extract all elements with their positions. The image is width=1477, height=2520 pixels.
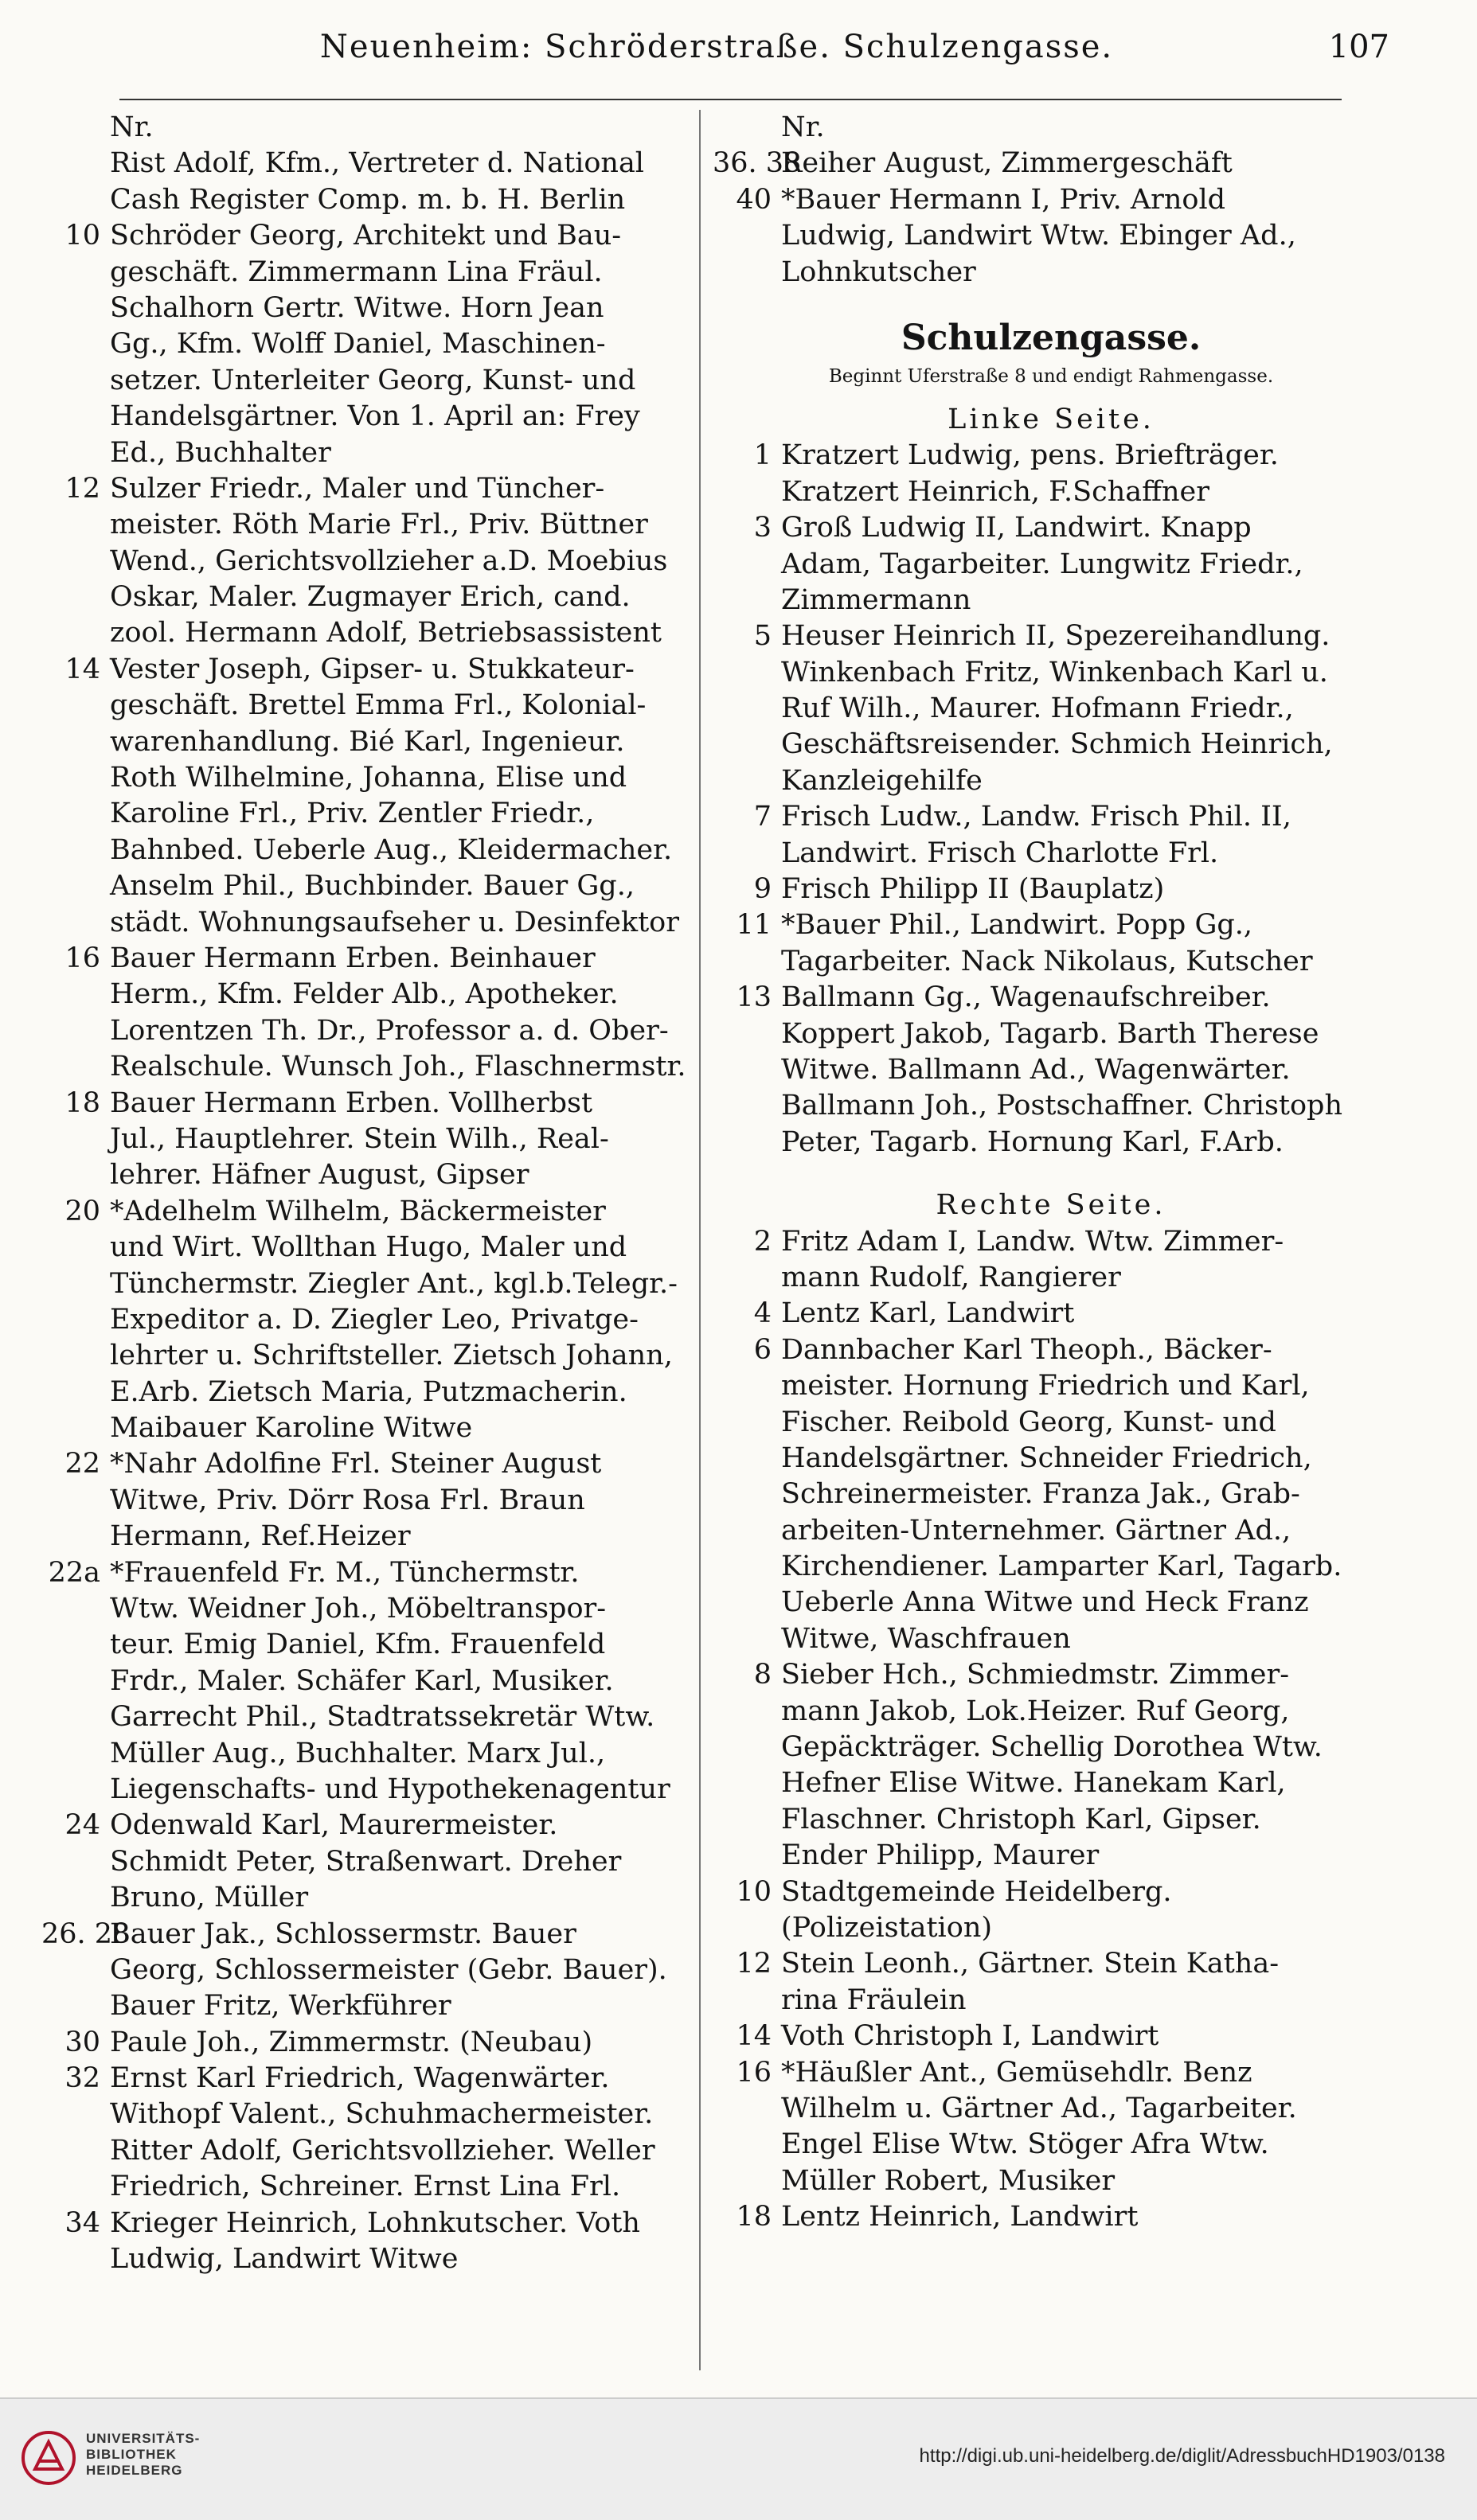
header-rule <box>119 99 1342 100</box>
entry-text: Bauer Hermann Erben. Beinhauer <box>110 942 596 974</box>
entry-text: Friedrich, Schreiner. Ernst Lina Frl. <box>110 2171 621 2203</box>
entry-line <box>713 1224 1389 1260</box>
entry-text: Ueberle Anna Witwe und Heck Franz <box>781 1586 1309 1619</box>
entry-text: und Wirt. Wollthan Hugo, Maler und <box>110 1231 627 1264</box>
entry-text: Landwirt. Frisch Charlotte Frl. <box>781 837 1219 869</box>
entry-text: E.Arb. Zietsch Maria, Putzmacherin. <box>110 1375 627 1408</box>
entry-line <box>713 547 1389 583</box>
house-number: 12 <box>736 1948 772 1980</box>
entry-text: rina Fräulein <box>781 1984 967 2016</box>
house-number: 5 <box>753 620 772 653</box>
entry-line <box>713 872 1389 907</box>
street-subtitle: Beginnt Uferstraße 8 und endigt Rahmengasse. <box>828 365 1274 387</box>
entry-line <box>41 1988 718 2024</box>
right-side-heading: Rechte Seite. <box>936 1189 1166 1222</box>
entry-line <box>41 688 718 724</box>
right-top-entries <box>713 110 1389 291</box>
house-number: 16 <box>64 942 100 974</box>
entry-line <box>41 2097 718 2132</box>
entry-line <box>41 326 718 362</box>
entry-text: Georg, Schlossermeister (Gebr. Bauer). <box>110 1953 667 1986</box>
house-number: 16 <box>736 2056 772 2089</box>
entry-text: *Bauer Hermann I, Priv. Arnold <box>781 183 1226 216</box>
entry-line <box>41 615 718 651</box>
entry-line <box>41 544 718 579</box>
entry-text: Koppert Jakob, Tagarb. Barth Therese <box>781 1017 1319 1050</box>
house-number: 18 <box>736 2201 772 2233</box>
entry-text: Wtw. Weidner Joh., Möbeltranspor- <box>110 1593 607 1625</box>
entry-line <box>41 1808 718 1843</box>
entry-line <box>41 110 718 146</box>
entry-line <box>41 833 718 868</box>
house-number: 20 <box>64 1195 100 1227</box>
entry-text: geschäft. Brettel Emma Frl., Kolonial- <box>110 689 647 722</box>
entry-line <box>713 1052 1389 1088</box>
entry-line <box>713 218 1389 254</box>
entry-line <box>41 1483 718 1519</box>
entry-text: Winkenbach Fritz, Winkenbach Karl u. <box>781 656 1328 689</box>
entry-text: (Polizeistation) <box>781 1911 993 1944</box>
entry-text: Lorentzen Th. Dr., Professor a. d. Ober- <box>110 1014 669 1047</box>
entry-line <box>41 435 718 471</box>
column-divider <box>699 110 701 2370</box>
entry-line <box>41 2169 718 2205</box>
entry-line <box>41 1302 718 1338</box>
entry-line <box>713 182 1389 218</box>
entry-line <box>713 2019 1389 2054</box>
entry-line <box>41 652 718 688</box>
entry-text: Ruf Wilh., Maurer. Hofmann Friedr., <box>781 692 1294 725</box>
entry-line <box>41 291 718 326</box>
entry-text: mann Jakob, Lok.Heizer. Ruf Georg, <box>781 1695 1290 1727</box>
entry-text: Witwe, Waschfrauen <box>781 1622 1071 1655</box>
source-url[interactable]: http://digi.ub.uni-heidelberg.de/diglit/AdressbuchHD1903/0138 <box>919 2445 1445 2467</box>
entry-text: Gepäckträger. Schellig Dorothea Wtw. <box>781 1731 1323 1764</box>
page-header <box>0 29 1477 76</box>
entry-line <box>713 1585 1389 1621</box>
entry-text: Kratzert Heinrich, F.Schaffner <box>781 475 1209 508</box>
house-number: 26. 28 <box>41 1917 131 1950</box>
entry-text: Karoline Frl., Priv. Zentler Friedr., <box>110 798 595 830</box>
entry-line <box>713 1296 1389 1332</box>
house-number: 7 <box>753 801 772 833</box>
entry-line <box>41 1519 718 1555</box>
entry-line <box>41 255 718 291</box>
entry-text: *Häußler Ant., Gemüsehdlr. Benz <box>781 2056 1252 2089</box>
entry-text: Zimmermann <box>781 583 971 616</box>
entry-text: Handelsgärtner. Von 1. April an: Frey <box>110 400 640 433</box>
entry-text: Kratzert Ludwig, pens. Briefträger. <box>781 439 1279 472</box>
entry-text: Maibauer Karoline Witwe <box>110 1412 473 1445</box>
entry-text: Lohnkutscher <box>781 256 976 288</box>
entry-line <box>41 2241 718 2277</box>
house-number: 22a <box>48 1556 100 1589</box>
entry-line <box>41 760 718 796</box>
entry-line <box>41 2061 718 2097</box>
entry-text: *Frauenfeld Fr. M., Tünchermstr. <box>110 1556 580 1589</box>
entry-text: meister. Hornung Friedrich und Karl, <box>781 1370 1310 1402</box>
entry-text: Wend., Gerichtsvollzieher a.D. Moebius <box>110 544 668 577</box>
house-number: 34 <box>64 2206 100 2239</box>
entry-line <box>41 1230 718 1266</box>
entry-line <box>713 655 1389 691</box>
entry-text: Paule Joh., Zimmermstr. (Neubau) <box>110 2026 593 2058</box>
entry-text: Ender Philipp, Maurer <box>781 1839 1100 1872</box>
entry-line <box>713 799 1389 835</box>
entry-line <box>41 1627 718 1663</box>
entry-text: Ballmann Gg., Wagenaufschreiber. <box>781 981 1271 1014</box>
entry-text: Witwe. Ballmann Ad., Wagenwärter. <box>781 1053 1291 1086</box>
entry-line <box>41 1736 718 1772</box>
house-number: 2 <box>753 1225 772 1258</box>
entry-text: Heuser Heinrich II, Spezereihandlung. <box>781 620 1330 653</box>
house-number: 6 <box>753 1333 772 1366</box>
entry-text: warenhandlung. Bié Karl, Ingenieur. <box>110 725 625 758</box>
left-side-heading: Linke Seite. <box>948 403 1155 435</box>
left-column <box>41 110 718 2277</box>
entry-text: Reiher August, Zimmergeschäft <box>781 147 1233 180</box>
entry-line <box>713 1477 1389 1512</box>
entry-text: lehrer. Häfner August, Gipser <box>110 1159 529 1192</box>
entry-line <box>713 980 1389 1016</box>
entry-text: städt. Wohnungsaufseher u. Desinfektor <box>110 906 679 938</box>
entry-text: Jul., Hauptlehrer. Stein Wilh., Real- <box>110 1122 609 1155</box>
entry-line <box>713 1983 1389 2019</box>
entry-line <box>713 1332 1389 1368</box>
entry-text: Odenwald Karl, Maurermeister. <box>110 1809 558 1842</box>
entry-line <box>713 1838 1389 1874</box>
entry-text: Ludwig, Landwirt Witwe <box>110 2243 459 2276</box>
entry-line <box>713 438 1389 474</box>
entry-line <box>713 1125 1389 1161</box>
entry-text: Adam, Tagarbeiter. Lungwitz Friedr., <box>781 548 1303 580</box>
entry-text: Schreinermeister. Franza Jak., Grab- <box>781 1478 1300 1511</box>
entry-line <box>713 1016 1389 1052</box>
university-seal-icon <box>21 2429 76 2487</box>
entry-line <box>713 583 1389 618</box>
entry-text: Frisch Ludw., Landw. Frisch Phil. II, <box>781 801 1291 833</box>
entry-line <box>41 724 718 760</box>
entry-line <box>41 1194 718 1230</box>
library-logo-text: UNIVERSITÄTS- BIBLIOTHEK HEIDELBERG <box>86 2431 201 2478</box>
entry-text: Groß Ludwig II, Landwirt. Knapp <box>781 512 1252 544</box>
street-heading: Schulzengasse. <box>901 317 1202 358</box>
entry-text: Hermann, Ref.Heizer <box>110 1520 411 1553</box>
entry-line <box>41 182 718 218</box>
entry-text: Tünchermstr. Ziegler Ant., kgl.b.Telegr.- <box>110 1267 678 1300</box>
house-number: 13 <box>736 981 772 1014</box>
entry-line <box>713 2163 1389 2199</box>
entry-text: Vester Joseph, Gipser- u. Stukkateur- <box>110 653 635 685</box>
entry-text: Müller Aug., Buchhalter. Marx Jul., <box>110 1737 606 1769</box>
entry-line <box>41 218 718 254</box>
entry-line <box>41 507 718 543</box>
entry-text: *Adelhelm Wilhelm, Bäckermeister <box>110 1195 606 1227</box>
entry-line <box>713 1368 1389 1404</box>
entry-text: mann Rudolf, Rangierer <box>781 1261 1121 1293</box>
entry-text: Dannbacher Karl Theoph., Bäcker- <box>781 1333 1272 1366</box>
entry-text: Garrecht Phil., Stadtratssekretär Wtw. <box>110 1701 655 1734</box>
entry-line <box>41 471 718 507</box>
entry-line <box>713 1874 1389 1910</box>
entry-text: Gg., Kfm. Wolff Daniel, Maschinen- <box>110 328 606 361</box>
house-number: 36. 38 <box>713 147 802 180</box>
entry-line <box>41 1880 718 1916</box>
entry-text: Nr. <box>781 111 825 143</box>
entry-line <box>713 1730 1389 1765</box>
house-number: 14 <box>736 2020 772 2053</box>
entry-line <box>41 1699 718 1735</box>
entry-text: Oskar, Maler. Zugmayer Erich, cand. <box>110 581 631 614</box>
entry-line <box>41 146 718 181</box>
running-title: Neuenheim: Schröderstraße. Schulzengasse. <box>319 29 1114 65</box>
entry-text: Lentz Heinrich, Landwirt <box>781 2201 1139 2233</box>
entry-text: Kanzleigehilfe <box>781 764 983 797</box>
entry-text: Geschäftsreisender. Schmich Heinrich, <box>781 728 1333 761</box>
entry-text: Krieger Heinrich, Lohnkutscher. Voth <box>110 2206 640 2239</box>
entry-line <box>41 399 718 435</box>
entry-text: Bauer Jak., Schlossermstr. Bauer <box>110 1917 576 1950</box>
entry-line <box>713 1694 1389 1730</box>
house-number: 8 <box>753 1659 772 1691</box>
entry-line <box>713 2091 1389 2127</box>
entry-text: Bauer Fritz, Werkführer <box>110 1990 451 2023</box>
footer-bar <box>0 2397 1477 2520</box>
entry-line <box>41 1591 718 1627</box>
right-side-entries <box>713 1224 1389 2236</box>
entry-line <box>41 796 718 832</box>
entry-text: Kirchendiener. Lamparter Karl, Tagarb. <box>781 1551 1342 1583</box>
entry-text: Bahnbed. Ueberle Aug., Kleidermacher. <box>110 833 673 866</box>
entry-line <box>713 110 1389 146</box>
entry-text: Herm., Kfm. Felder Alb., Apotheker. <box>110 978 619 1011</box>
entry-line <box>713 2127 1389 2163</box>
entry-line <box>713 1765 1389 1801</box>
house-number: 40 <box>736 183 772 216</box>
entry-text: Ed., Buchhalter <box>110 436 331 469</box>
entry-text: Engel Elise Wtw. Stöger Afra Wtw. <box>781 2128 1269 2161</box>
entry-line <box>41 2206 718 2241</box>
entry-line <box>41 1917 718 1952</box>
entry-line <box>713 1621 1389 1657</box>
entry-line <box>41 905 718 941</box>
entry-text: Withopf Valent., Schuhmachermeister. <box>110 2098 654 2131</box>
entry-line <box>713 763 1389 799</box>
entry-line <box>713 510 1389 546</box>
entry-line <box>41 1266 718 1302</box>
entry-line <box>41 1338 718 1374</box>
entry-text: teur. Emig Daniel, Kfm. Frauenfeld <box>110 1629 606 1661</box>
entry-text: Müller Robert, Musiker <box>781 2164 1116 2197</box>
entry-line <box>41 1375 718 1410</box>
entry-text: *Bauer Phil., Landwirt. Popp Gg., <box>781 909 1253 942</box>
entry-line <box>41 1664 718 1699</box>
entry-line <box>713 1657 1389 1693</box>
entry-text: Liegenschafts- und Hypothekenagentur <box>110 1773 670 1805</box>
entry-text: *Nahr Adolfine Frl. Steiner August <box>110 1448 602 1480</box>
entry-text: arbeiten-Unternehmer. Gärtner Ad., <box>781 1514 1291 1547</box>
entry-text: Frdr., Maler. Schäfer Karl, Musiker. <box>110 1664 614 1697</box>
entry-line <box>713 2055 1389 2091</box>
entry-text: Ludwig, Landwirt Wtw. Ebinger Ad., <box>781 220 1296 252</box>
house-number: 9 <box>753 873 772 906</box>
entry-line <box>41 363 718 399</box>
entry-line <box>713 691 1389 727</box>
entry-line <box>41 579 718 615</box>
entry-text: setzer. Unterleiter Georg, Kunst- und <box>110 364 636 396</box>
entry-text: Sulzer Friedr., Maler und Tüncher- <box>110 472 605 505</box>
entry-line <box>713 1946 1389 1982</box>
entry-text: Cash Register Comp. m. b. H. Berlin <box>110 183 626 216</box>
entry-line <box>713 2199 1389 2235</box>
entry-text: Realschule. Wunsch Joh., Flaschnermstr. <box>110 1051 686 1083</box>
entry-text: geschäft. Zimmermann Lina Fräul. <box>110 256 603 288</box>
entry-line <box>713 1441 1389 1477</box>
entry-text: Fritz Adam I, Landw. Wtw. Zimmer- <box>781 1225 1284 1258</box>
entry-text: Expeditor a. D. Ziegler Leo, Privatge- <box>110 1303 639 1336</box>
entry-line <box>713 255 1389 291</box>
entry-line <box>713 1405 1389 1441</box>
entry-line <box>41 1049 718 1085</box>
entry-text: Peter, Tagarb. Hornung Karl, F.Arb. <box>781 1125 1284 1158</box>
entry-text: Witwe, Priv. Dörr Rosa Frl. Braun <box>110 1484 585 1516</box>
house-number: 11 <box>736 909 772 942</box>
entry-text: Schröder Georg, Architekt und Bau- <box>110 220 622 252</box>
entry-line <box>41 868 718 904</box>
entry-text: Bauer Hermann Erben. Vollherbst <box>110 1086 593 1119</box>
entry-text: Lentz Karl, Landwirt <box>781 1297 1075 1330</box>
entry-text: Ernst Karl Friedrich, Wagenwärter. <box>110 2062 610 2095</box>
entry-text: Rist Adolf, Kfm., Vertreter d. National <box>110 147 644 180</box>
entry-text: Sieber Hch., Schmiedmstr. Zimmer- <box>781 1659 1290 1691</box>
entry-text: Nr. <box>110 111 154 143</box>
entry-text: Roth Wilhelmine, Johanna, Elise und <box>110 762 627 794</box>
entry-text: lehrter u. Schriftsteller. Zietsch Johann, <box>110 1340 673 1372</box>
entry-text: meister. Röth Marie Frl., Priv. Büttner <box>110 509 648 541</box>
entry-line <box>41 1122 718 1157</box>
entry-line <box>713 1088 1389 1124</box>
entry-text: Flaschner. Christoph Karl, Gipser. <box>781 1803 1261 1835</box>
house-number: 3 <box>753 512 772 544</box>
entry-line <box>41 1446 718 1482</box>
entry-line <box>713 1260 1389 1296</box>
entry-text: Tagarbeiter. Nack Nikolaus, Kutscher <box>781 945 1313 977</box>
house-number: 32 <box>64 2062 100 2095</box>
entry-text: Stein Leonh., Gärtner. Stein Katha- <box>781 1948 1280 1980</box>
entry-line <box>713 1549 1389 1585</box>
entry-line <box>713 836 1389 872</box>
entry-text: Wilhelm u. Gärtner Ad., Tagarbeiter. <box>781 2092 1297 2124</box>
entry-text: Bruno, Müller <box>110 1882 309 1914</box>
entry-line <box>41 1013 718 1049</box>
entry-line <box>713 146 1389 181</box>
entry-line <box>713 907 1389 943</box>
entry-line <box>41 1086 718 1122</box>
house-number: 1 <box>753 439 772 472</box>
page-number: 107 <box>1328 29 1389 65</box>
house-number: 24 <box>64 1809 100 1842</box>
house-number: 10 <box>736 1875 772 1908</box>
entry-line <box>713 1802 1389 1838</box>
entry-text: Frisch Philipp II (Bauplatz) <box>781 873 1165 906</box>
entry-line <box>41 1555 718 1591</box>
entry-line <box>713 944 1389 980</box>
entry-text: Voth Christoph I, Landwirt <box>781 2020 1159 2053</box>
entry-line <box>713 618 1389 654</box>
entry-text: zool. Hermann Adolf, Betriebsassistent <box>110 617 662 650</box>
entry-text: Schmidt Peter, Straßenwart. Dreher <box>110 1845 622 1878</box>
entry-line <box>41 941 718 977</box>
house-number: 14 <box>64 653 100 685</box>
entry-line <box>41 1772 718 1808</box>
right-column <box>713 110 1389 2235</box>
entry-text: Hefner Elise Witwe. Hanekam Karl, <box>781 1767 1286 1800</box>
entry-text: Ballmann Joh., Postschaffner. Christoph <box>781 1090 1343 1122</box>
entry-line <box>41 2133 718 2169</box>
entry-text: Fischer. Reibold Georg, Kunst- und <box>781 1406 1276 1438</box>
house-number: 10 <box>64 220 100 252</box>
entry-text: Anselm Phil., Buchbinder. Bauer Gg., <box>110 870 635 903</box>
house-number: 30 <box>64 2026 100 2058</box>
entry-line <box>41 1844 718 1880</box>
entry-line <box>713 474 1389 510</box>
entry-line <box>41 2025 718 2061</box>
entry-line <box>713 727 1389 763</box>
entry-line <box>713 1910 1389 1946</box>
entry-line <box>41 1157 718 1193</box>
entry-line <box>41 977 718 1012</box>
house-number: 22 <box>64 1448 100 1480</box>
entry-line <box>41 1410 718 1446</box>
entry-line <box>713 1513 1389 1549</box>
entry-text: Handelsgärtner. Schneider Friedrich, <box>781 1441 1312 1474</box>
entry-line <box>41 1952 718 1988</box>
entry-text: Stadtgemeinde Heidelberg. <box>781 1875 1172 1908</box>
entry-text: Ritter Adolf, Gerichtsvollzieher. Weller <box>110 2134 655 2167</box>
entry-text: Schalhorn Gertr. Witwe. Horn Jean <box>110 291 604 324</box>
house-number: 4 <box>753 1297 772 1330</box>
left-side-entries <box>713 438 1389 1161</box>
house-number: 12 <box>64 472 100 505</box>
house-number: 18 <box>64 1086 100 1119</box>
